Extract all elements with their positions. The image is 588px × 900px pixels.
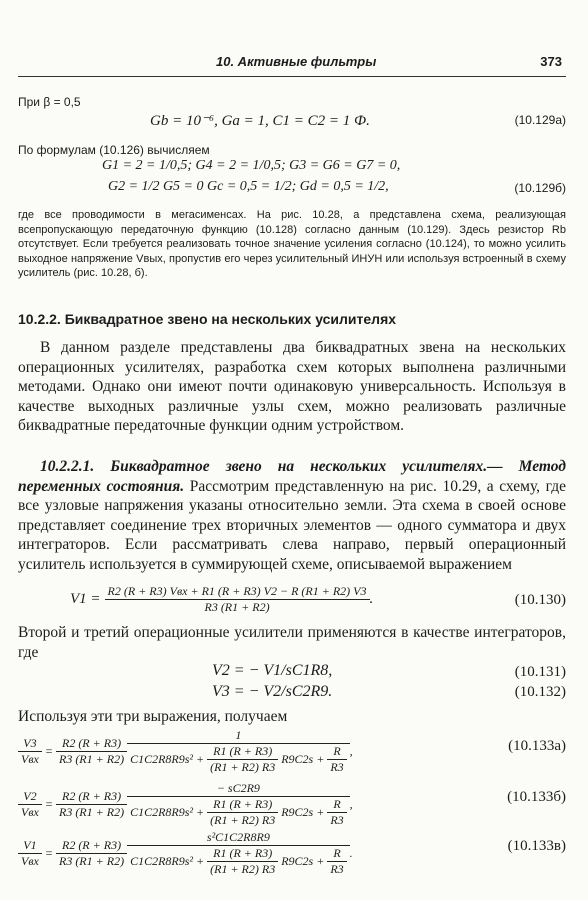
- section-paragraph-2: [18, 457, 566, 575]
- transfer-numerator: 1: [127, 728, 350, 744]
- equation-10-130-denominator: R3 (R1 + R2): [204, 600, 270, 614]
- transfer-numerator: s²C1C2R8R9: [127, 830, 350, 846]
- equation-10-132: V3 = − V2/sC2R9.: [212, 683, 333, 700]
- equation-number-10-129b: (10.129б): [514, 181, 566, 195]
- explanatory-note: где все проводимости в мегасименсах. На рис. 10.28, а представлена схема, реализующая всепропускающую передаточную функцию (10.128) согласно данным (10.129). Здесь резистор Rb отсутствует. Если требуется реализовать точное значение усиления согласно (10.124), то можно усилить выходное напряжение Vвых, пропустив его через усилительный ИНУН или используя встроенный в схему усилитель (рис. 10.28, б).: [18, 209, 566, 280]
- equation-number-10-132: (10.132): [514, 684, 566, 700]
- equation-10-131: V2 = − V1/sC1R8,: [212, 662, 333, 679]
- equation-10-133c: $\frac{V1}{\text{Vвх}}$ = $\frac{R2 (R + R3)}{R3 (R1 + R2)}$ s²C1C2R8R9 C1C2R8R9s² + $\frac{R1 (R + R3)}{(R1 + R2) R3}$ R9C2s + $\frac{R}{R3}$ .: [18, 830, 353, 877]
- equation-number-10-133c: (10.133в): [507, 838, 566, 854]
- ratio-v1-numerator: V1: [18, 838, 42, 854]
- equation-10-133b: $\frac{V2}{\text{Vвх}}$ = $\frac{R2 (R + R3)}{R3 (R1 + R2)}$ − sC2R9 C1C2R8R9s² + $\frac{R1 (R + R3)}{(R1 + R2) R3}$ R9C2s + $\frac{R}{R3}$ ,: [18, 781, 353, 828]
- beta-condition: При β = 0,5: [18, 95, 81, 109]
- equation-number-10-130: (10.130): [514, 592, 566, 608]
- text-using-expressions: Используя эти три выражения, получаем: [18, 708, 288, 725]
- gain-factor-numerator: R2 (R + R3): [56, 736, 127, 752]
- equation-number-10-129a: (10.129а): [514, 113, 566, 127]
- text-integrators: Второй и третий операционные усилители применяются в качестве интеграторов, где: [18, 624, 566, 661]
- equation-10-129b-line1: G1 = 2 = 1/0,5; G4 = 2 = 1/0,5; G3 = G6 = G7 = 0,: [102, 158, 401, 173]
- gain-factor-denominator: R3 (R1 + R2): [58, 752, 125, 766]
- page-number: 373: [540, 54, 562, 69]
- ratio-v1-denominator: Vвх: [21, 854, 39, 868]
- transfer-denominator: C1C2R8R9s² + $\frac{R1 (R + R3)}{(R1 + R2) R3}$ R9C2s + $\frac{R}{R3}$: [127, 797, 350, 828]
- subsection-text: Рассмотрим представленную на рис. 10.29, а схему, где все узловые напряжения указаны относительно земли. Эта схема в своей основе представляет соединение трех вторичных элементов — одного сумматора и двух интеграторов. Если рассматривать слева направо, первый операционный усилитель используется в суммирующей схеме, описываемой выражением: [18, 477, 566, 573]
- transfer-denominator: C1C2R8R9s² + $\frac{R1 (R + R3)}{(R1 + R2) R3}$ R9C2s + $\frac{R}{R3}$: [127, 744, 350, 775]
- ratio-v3-denominator: Vвх: [21, 752, 39, 766]
- equation-10-129a: Gb = 10⁻⁶, Ga = 1, C1 = C2 = 1 Ф.: [150, 113, 370, 129]
- equation-10-133a: $\frac{V3}{\text{Vвх}}$ = $\frac{R2 (R + R3)}{R3 (R1 + R2)}$ 1 C1C2R8R9s² + $\frac{R1 (R + R3)}{(R1 + R2) R3}$ R9C2s + $\frac{R}{R3}$ ,: [18, 728, 353, 775]
- section-paragraph-1: В данном разделе представлены два биквадратных звена на нескольких операционных усилителях, разработка схем которых выполнена различными методами. Однако они имеют почти одинаковую универсальность. Используя в качестве выходных различные узлы схем, можно реализовать различные биквадратные передаточные функции одним устройством.: [18, 339, 566, 435]
- transfer-numerator: − sC2R9: [127, 781, 350, 797]
- equation-number-10-131: (10.131): [514, 664, 566, 680]
- ratio-v3-numerator: V3: [18, 736, 42, 752]
- equation-10-130-numerator: R2 (R + R3) Vвх + R1 (R + R3) V2 − R (R1 + R2) V3: [105, 584, 370, 600]
- ratio-v2-denominator: Vвх: [21, 805, 39, 819]
- transfer-denominator: C1C2R8R9s² + $\frac{R1 (R + R3)}{(R1 + R2) R3}$ R9C2s + $\frac{R}{R3}$: [127, 846, 350, 877]
- subsection-title: 10.2.2.1. Биквадратное звено на нескольких усилителях.— Метод переменных состояния.: [18, 458, 566, 495]
- ratio-v2-numerator: V2: [18, 789, 42, 805]
- equation-10-130-lhs: V1 =: [70, 591, 101, 607]
- running-title: 10. Активные фильтры: [216, 54, 377, 69]
- formula-intro: По формулам (10.126) вычисляем: [18, 143, 210, 157]
- section-heading: 10.2.2. Биквадратное звено на нескольких усилителях: [18, 311, 397, 327]
- equation-10-129b-line2: G2 = 1/2 G5 = 0 Gc = 0,5 = 1/2; Gd = 0,5 = 1/2,: [108, 179, 389, 194]
- equation-10-130: V1 = $\frac{\text{R2 (R + R3) Vвх + R1 (R + R3) V2 − R (R1 + R2) V3}}{R3 (R1 + R2)}$ .: [70, 584, 374, 614]
- equation-number-10-133a: (10.133а): [508, 738, 566, 754]
- equation-number-10-133b: (10.133б): [507, 789, 566, 805]
- equation-10-130-fraction: [105, 584, 370, 615]
- page-header: [18, 52, 566, 77]
